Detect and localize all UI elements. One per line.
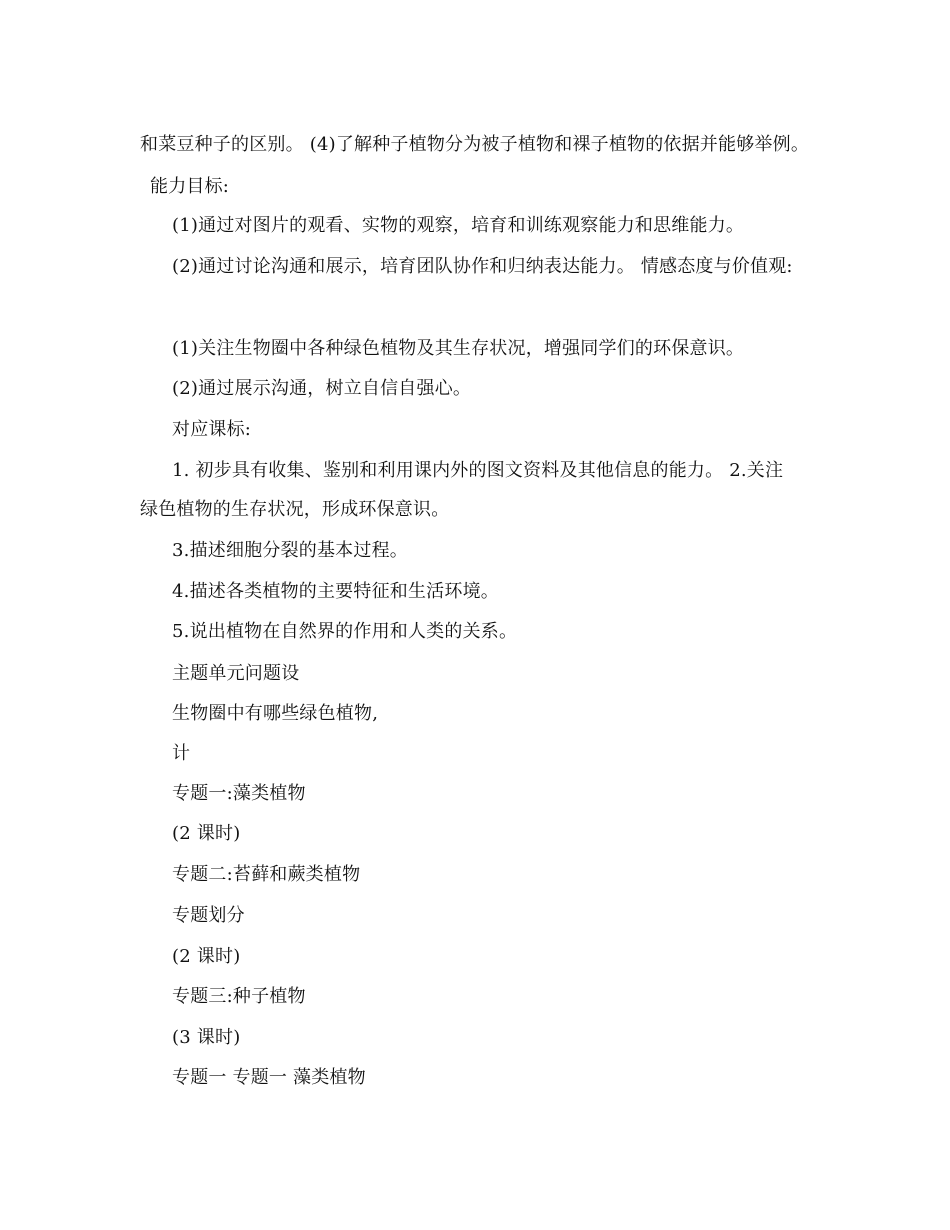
text-line: 专题三:种子植物: [172, 986, 306, 1007]
text-line: (2 课时): [172, 946, 241, 967]
text-line: (1)关注生物圈中各种绿色植物及其生存状况，增强同学们的环保意识。: [172, 338, 745, 359]
text-line: 主题单元问题设: [172, 663, 300, 684]
text-line: 专题二:苔藓和蕨类植物: [172, 864, 361, 885]
text-line: 1. 初步具有收集、鉴别和利用课内外的图文资料及其他信息的能力。 2.关注: [172, 460, 784, 481]
text-line: 专题一 专题一 藻类植物: [172, 1067, 366, 1088]
text-line: 3.描述细胞分裂的基本过程。: [172, 540, 408, 561]
text-line: 计: [172, 743, 191, 764]
text-line: 和菜豆种子的区别。 (4)了解种子植物分为被子植物和裸子植物的依据并能够举例。: [140, 134, 810, 155]
text-line: 专题一:藻类植物: [172, 783, 306, 804]
text-line: 专题划分: [172, 905, 245, 926]
text-line: 4.描述各类植物的主要特征和生活环境。: [172, 581, 499, 602]
text-line: (2 课时): [172, 823, 241, 844]
text-line: 5.说出植物在自然界的作用和人类的关系。: [172, 621, 518, 642]
text-line: (3 课时): [172, 1027, 241, 1048]
text-line: (2)通过展示沟通，树立自信自强心。: [172, 378, 472, 399]
text-line: (1)通过对图片的观看、实物的观察，培育和训练观察能力和思维能力。: [172, 215, 745, 236]
text-line: 生物圈中有哪些绿色植物,: [172, 703, 379, 724]
text-line: (2)通过讨论沟通和展示，培育团队协作和归纳表达能力。 情感态度与价值观:: [172, 256, 793, 277]
section-heading: 对应课标:: [172, 419, 252, 440]
text-line: 绿色植物的生存状况，形成环保意识。: [140, 499, 450, 520]
section-heading: 能力目标:: [150, 176, 230, 197]
